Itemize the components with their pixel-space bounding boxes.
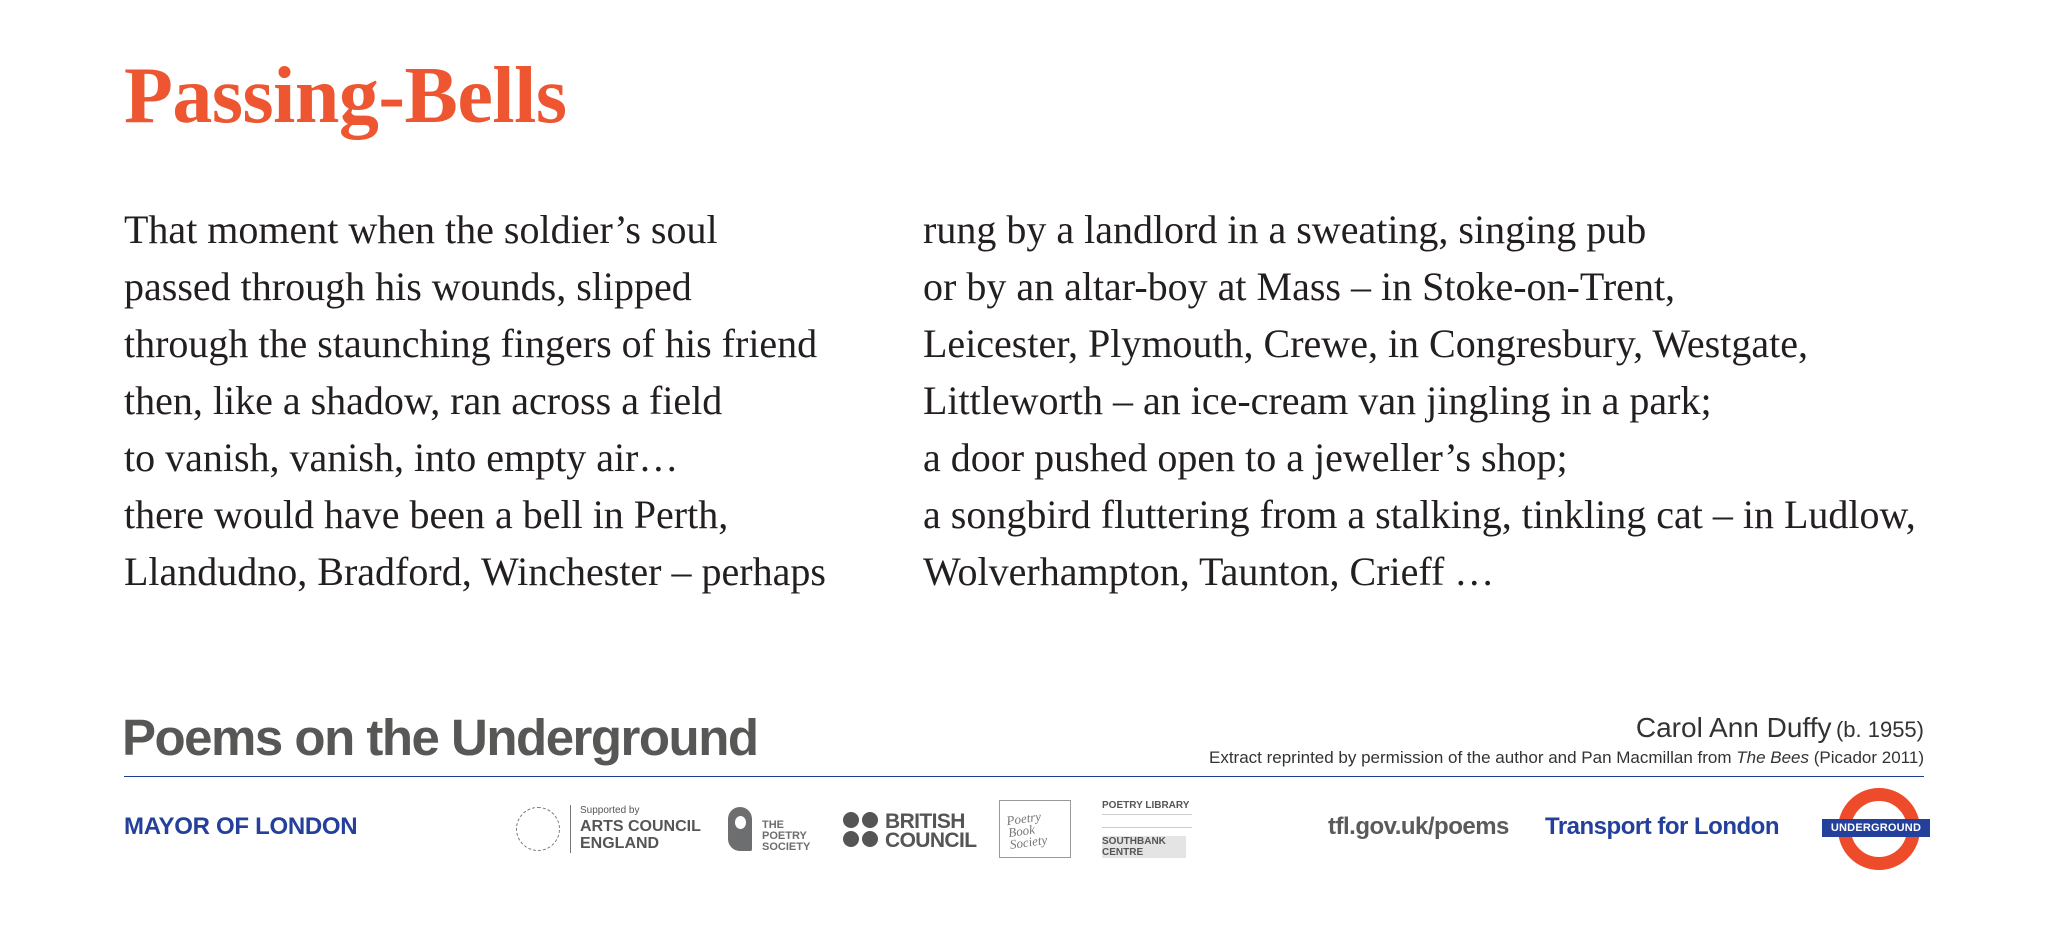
poem-line: through the staunching fingers of his friend	[124, 321, 818, 366]
mayor-of-london-logo: MAYOR OF LONDON	[124, 813, 358, 840]
british-council-dots-icon	[843, 812, 879, 848]
poem-line: passed through his wounds, slipped	[124, 264, 692, 309]
poetry-society-mark-icon	[728, 807, 752, 851]
permission-credit	[1209, 748, 1924, 768]
poem-line: Wolverhampton, Taunton, Crieff …	[923, 549, 1495, 594]
poem-right-column	[923, 201, 1916, 600]
author-dates: (b. 1955)	[1835, 717, 1924, 742]
poetry-society-logo	[728, 807, 818, 855]
poem-line: Leicester, Plymouth, Crewe, in Congresbury, Westgate,	[923, 321, 1808, 366]
footer-divider	[124, 776, 1924, 777]
underground-roundel	[1822, 788, 1930, 870]
transport-for-london-logo: Transport for London	[1545, 813, 1779, 840]
poetry-book-society-logo	[999, 800, 1071, 858]
poem-line: Llandudno, Bradford, Winchester – perhaps	[124, 549, 826, 594]
arts-council-logo	[516, 805, 702, 855]
poem-line: to vanish, vanish, into empty air…	[124, 435, 679, 480]
southbank-centre-name: SOUTHBANK CENTRE	[1102, 836, 1186, 858]
tfl-poems-link[interactable]: tfl.gov.uk/poems	[1328, 813, 1509, 840]
poem-line: then, like a shadow, ran across a field	[124, 378, 723, 423]
credit-suffix: (Picador 2011)	[1813, 748, 1924, 767]
poem-line: rung by a landlord in a sweating, singing pub	[923, 207, 1647, 252]
british-council-name: BRITISH COUNCIL	[885, 810, 977, 852]
poem-left-column	[124, 201, 826, 600]
roundel-bar: UNDERGROUND	[1822, 819, 1930, 837]
poem-line: That moment when the soldier’s soul	[124, 207, 718, 252]
poetry-library-name: POETRY LIBRARY	[1102, 800, 1190, 811]
poem-line: there would have been a bell in Perth,	[124, 492, 729, 537]
poetry-society-name: THE POETRY SOCIETY	[762, 819, 811, 853]
british-council-logo	[843, 810, 977, 852]
poetry-library-rule	[1102, 814, 1192, 828]
poem-line: Littleworth – an ice-cream van jingling in a park;	[923, 378, 1712, 423]
poem-title: Passing-Bells	[124, 52, 567, 140]
author-name: Carol Ann Duffy	[1635, 712, 1832, 743]
poem-line: a door pushed open to a jeweller’s shop;	[923, 435, 1568, 480]
poem-line: a songbird fluttering from a stalking, tinkling cat – in Ludlow,	[923, 492, 1916, 537]
poetry-library-logo	[1102, 800, 1192, 860]
credit-book-title: The Bees	[1736, 748, 1810, 767]
poetry-book-society-name: Poetry Book Society	[1005, 808, 1049, 852]
poem-line: or by an altar-boy at Mass – in Stoke-on-Trent,	[923, 264, 1676, 309]
logo-divider	[570, 805, 571, 853]
ace-name: ARTS COUNCIL ENGLAND	[580, 818, 701, 852]
author-credit	[1636, 712, 1924, 744]
credit-prefix: Extract reprinted by permission of the author and Pan Macmillan from	[1208, 748, 1732, 767]
arts-council-seal-icon	[516, 807, 560, 851]
series-title: Poems on the Underground	[122, 709, 758, 766]
ace-supported-by: Supported by	[580, 805, 640, 816]
